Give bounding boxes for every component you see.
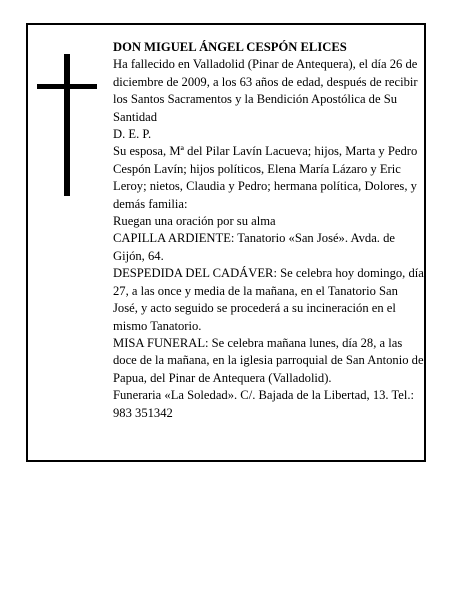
deceased-name: DON MIGUEL ÁNGEL CESPÓN ELICES xyxy=(113,40,347,54)
funeral-mass-info: MISA FUNERAL: Se celebra mañana lunes, día 28, a las doce de la mañana, en la iglesia parroquial de San Antonio de Papua, del Pinar de Antequera (Valladolid). xyxy=(113,335,424,385)
cross-vertical-bar xyxy=(64,54,70,196)
family-list: Su esposa, Mª del Pilar Lavín Lacueva; hijos, Marta y Pedro Cespón Lavín; hijos políticos, Elena María Lázaro y Eric Leroy; nietos, Claudia y Pedro; hermana política, Dolores, y demás familia: xyxy=(113,144,418,211)
chapel-info: CAPILLA ARDIENTE: Tanatorio «San José». Avda. de Gijón, 64. xyxy=(113,231,395,263)
death-announcement: Ha fallecido en Valladolid (Pinar de Antequera), el día 26 de diciembre de 2009, a los 63 años de edad, después de recibir los Santos Sacramentos y la Bendición Apostólica de Su Santidad xyxy=(113,57,418,124)
prayer-request: Ruegan una oración por su alma xyxy=(113,214,276,229)
cross-horizontal-bar xyxy=(37,84,97,89)
obituary-text xyxy=(113,39,425,422)
farewell-info: DESPEDIDA DEL CADÁVER: Se celebra hoy domingo, día 27, a las once y media de la mañana, en el Tanatorio San José, y acto seguido se procederá a su incineración en el mismo Tanatorio. xyxy=(113,266,424,333)
funeral-home-info: Funeraria «La Soledad». C/. Bajada de la Libertad, 13. Tel.: 983 351342 xyxy=(113,388,415,420)
rip-line: D. E. P. xyxy=(113,127,152,142)
